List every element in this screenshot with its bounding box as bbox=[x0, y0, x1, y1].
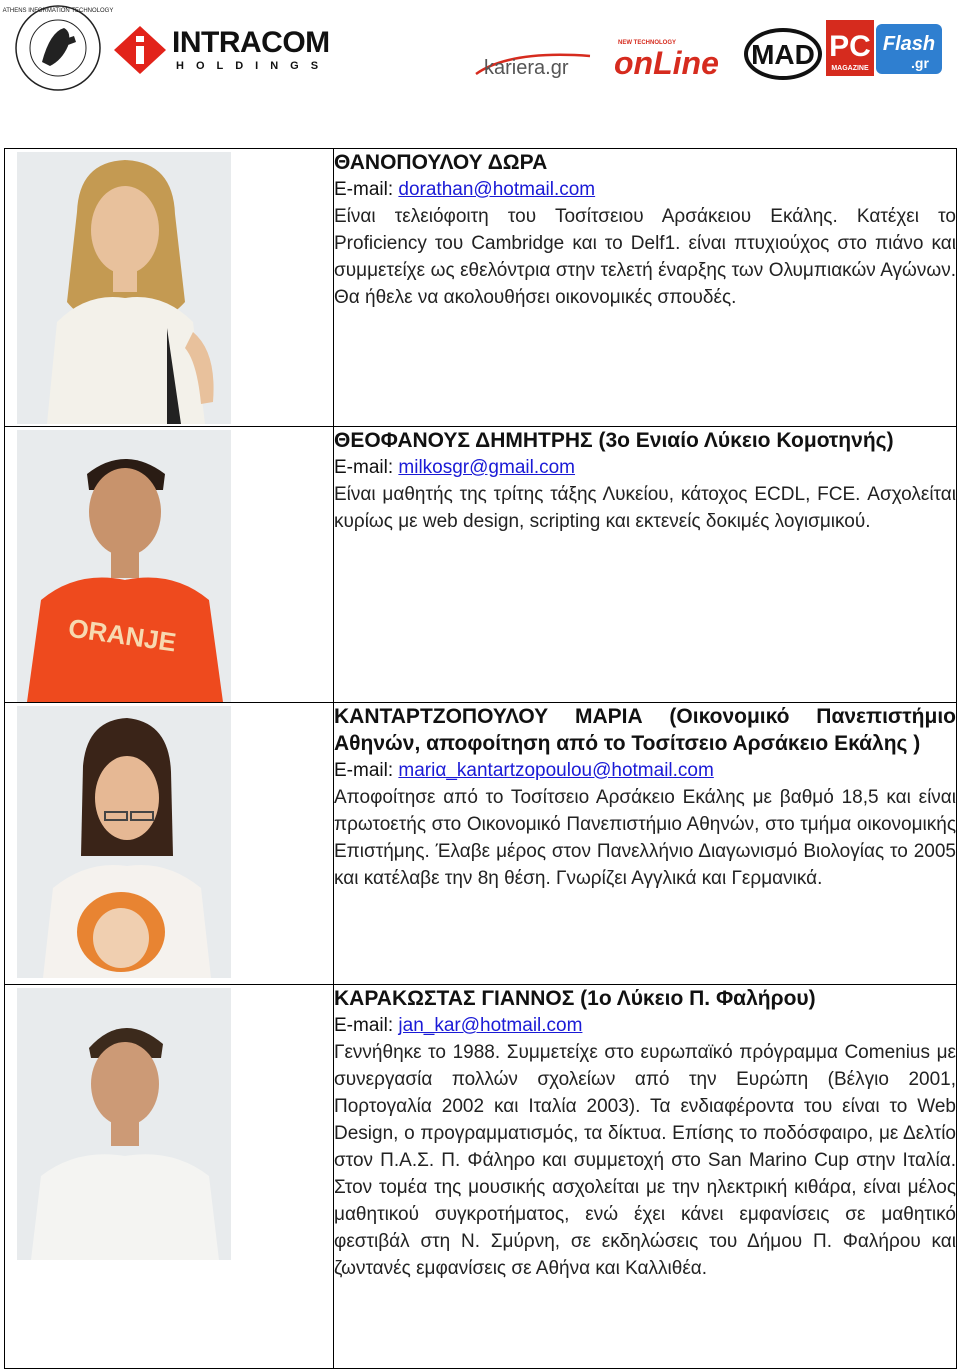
online-subtitle: NEW TECHNOLOGY bbox=[618, 40, 676, 46]
person-info bbox=[334, 427, 957, 703]
person-bio: Είναι τελειόφοιτη του Τοσίτσειου Αρσάκειου Εκάλης. Κατέχει το Proficiency του Cambridge και το Delf1. είναι πτυχιούχος στο πιάνο και συμμετείχε ως εθελόντρια στην τελετή έναρξης των Ολυμπιακών Αγώνων. Θα ήθελε να ακολουθήσει οικονομικές σπουδές. bbox=[334, 206, 956, 308]
email-label: E-mail: bbox=[334, 1015, 399, 1036]
person-row bbox=[5, 427, 957, 703]
kariera-logo bbox=[470, 44, 610, 84]
shirt-print-text: ORANJE bbox=[66, 612, 178, 658]
photo-cell bbox=[5, 149, 334, 427]
photo-cell bbox=[5, 427, 334, 703]
flash-wordmark: Flash bbox=[882, 33, 936, 55]
person-email-link[interactable]: mariα_kantartzopoulou@hotmail.com bbox=[398, 760, 714, 781]
intracom-wordmark: INTRACOM bbox=[172, 26, 330, 59]
person-email-line bbox=[334, 757, 956, 784]
athens-logo-text: ATHENS INFORMATION TECHNOLOGY bbox=[2, 8, 114, 14]
online-magazine-logo bbox=[612, 36, 736, 80]
person-email-link[interactable]: dorathan@hotmail.com bbox=[398, 179, 596, 200]
intracom-logo bbox=[112, 24, 342, 76]
person-photo bbox=[17, 706, 231, 978]
person-email-link[interactable]: jan_kar@hotmail.com bbox=[398, 1015, 583, 1036]
sponsor-logos-bar bbox=[0, 0, 960, 110]
pc-magazine-logo bbox=[826, 20, 874, 90]
people-table bbox=[4, 148, 957, 1369]
person-bio: Αποφοίτησε από το Τοσίτσειο Αρσάκειο Εκάλης με βαθμό 18,5 και είναι πρωτοετής στο Οικονομικό Πανεπιστήμιο Αθηνών, στο τμήμα οικονομικής Επιστήμης. Έλαβε μέρος στον Πανελλήνιο Διαγωνισμό Βιολογίας το 2005 και κατέλαβε την 8η θέση. Γνωρίζει Αγγλικά και Γερμανικά. bbox=[334, 787, 956, 889]
person-bio: Είναι μαθητής της τρίτης τάξης Λυκείου, κάτοχος ECDL, FCE. Ασχολείται κυρίως με web design, scripting και εκτενείς δοκιμές λογισμικού. bbox=[334, 484, 956, 532]
person-email-line bbox=[334, 1012, 956, 1039]
person-name: ΚΑΡΑΚΩΣΤΑΣ ΓΙΑΝΝΟΣ (1ο Λύκειο Π. Φαλήρου) bbox=[334, 987, 816, 1010]
person-photo bbox=[17, 430, 231, 702]
kariera-wordmark: kariera.gr bbox=[484, 57, 569, 79]
person-row bbox=[5, 703, 957, 985]
intracom-mark-icon bbox=[112, 24, 168, 76]
person-name: ΘΕΟΦΑΝΟΥΣ ΔΗΜΗΤΡΗΣ (3ο Ενιαίο Λύκειο Κομοτηνής) bbox=[334, 429, 894, 452]
online-wordmark: onLine bbox=[614, 45, 719, 81]
photo-cell bbox=[5, 985, 334, 1369]
person-info bbox=[334, 149, 957, 427]
mad-logo bbox=[742, 26, 824, 82]
pc-wordmark: PC bbox=[829, 30, 871, 63]
mad-wordmark: MAD bbox=[751, 39, 815, 70]
athens-information-technology-logo bbox=[2, 2, 114, 94]
flash-gr-logo bbox=[876, 24, 942, 74]
flash-subtitle: .gr bbox=[911, 55, 929, 71]
person-email-line bbox=[334, 176, 956, 203]
person-photo bbox=[17, 152, 231, 424]
email-label: E-mail: bbox=[334, 179, 399, 200]
person-row bbox=[5, 149, 957, 427]
person-name: ΚΑΝΤΑΡΤΖΟΠΟΥΛΟΥ ΜΑΡΙΑ (Οικονομικό Πανεπιστήμιο Αθηνών, αποφοίτηση από το Τοσίτσειο Αρσάκειο Εκάλης ) bbox=[334, 705, 956, 755]
person-bio: Γεννήθηκε το 1988. Συμμετείχε στο ευρωπαϊκό πρόγραμμα Comenius με συνεργασία πολλών σχολείων από την Ευρώπη (Βέλγιο 2001, Πορτογαλία 2002 και Ιταλία 2003). Τα ενδιαφέροντα του είναι το Web Design, ο προγραμματισμός, τα δίκτυα. Επίσης το ποδόσφαιρο, με Δελτίο στον Π.Α.Σ. Π. Φάληρο και συμμετοχή στο San Marino Cup στην Ιταλία. Στον τομέα της μουσικής ασχολείται με την ηλεκτρική κιθάρα, είναι μέλος μαθητικού συγκροτήματος, ενώ έχει κάνει εμφανίσεις σε μαθητικό φεστιβάλ στη Ν. Σμύρνη, σε εκδηλώσεις του Δήμου Π. Φαλήρου και ζωντανές εμφανίσεις σε Αθήνα και Καλλιθέα. bbox=[334, 1042, 956, 1279]
email-label: E-mail: bbox=[334, 457, 399, 478]
person-email-line bbox=[334, 454, 956, 481]
person-info bbox=[334, 985, 957, 1369]
person-row bbox=[5, 985, 957, 1369]
intracom-subtitle: HOLDINGS bbox=[176, 60, 331, 72]
person-name: ΘΑΝΟΠΟΥΛΟΥ ΔΩΡΑ bbox=[334, 151, 548, 174]
pc-subtitle: MAGAZINE bbox=[831, 65, 869, 72]
email-label: E-mail: bbox=[334, 760, 399, 781]
person-photo bbox=[17, 988, 231, 1260]
photo-cell bbox=[5, 703, 334, 985]
person-email-link[interactable]: milkosgr@gmail.com bbox=[398, 457, 576, 478]
person-info bbox=[334, 703, 957, 985]
